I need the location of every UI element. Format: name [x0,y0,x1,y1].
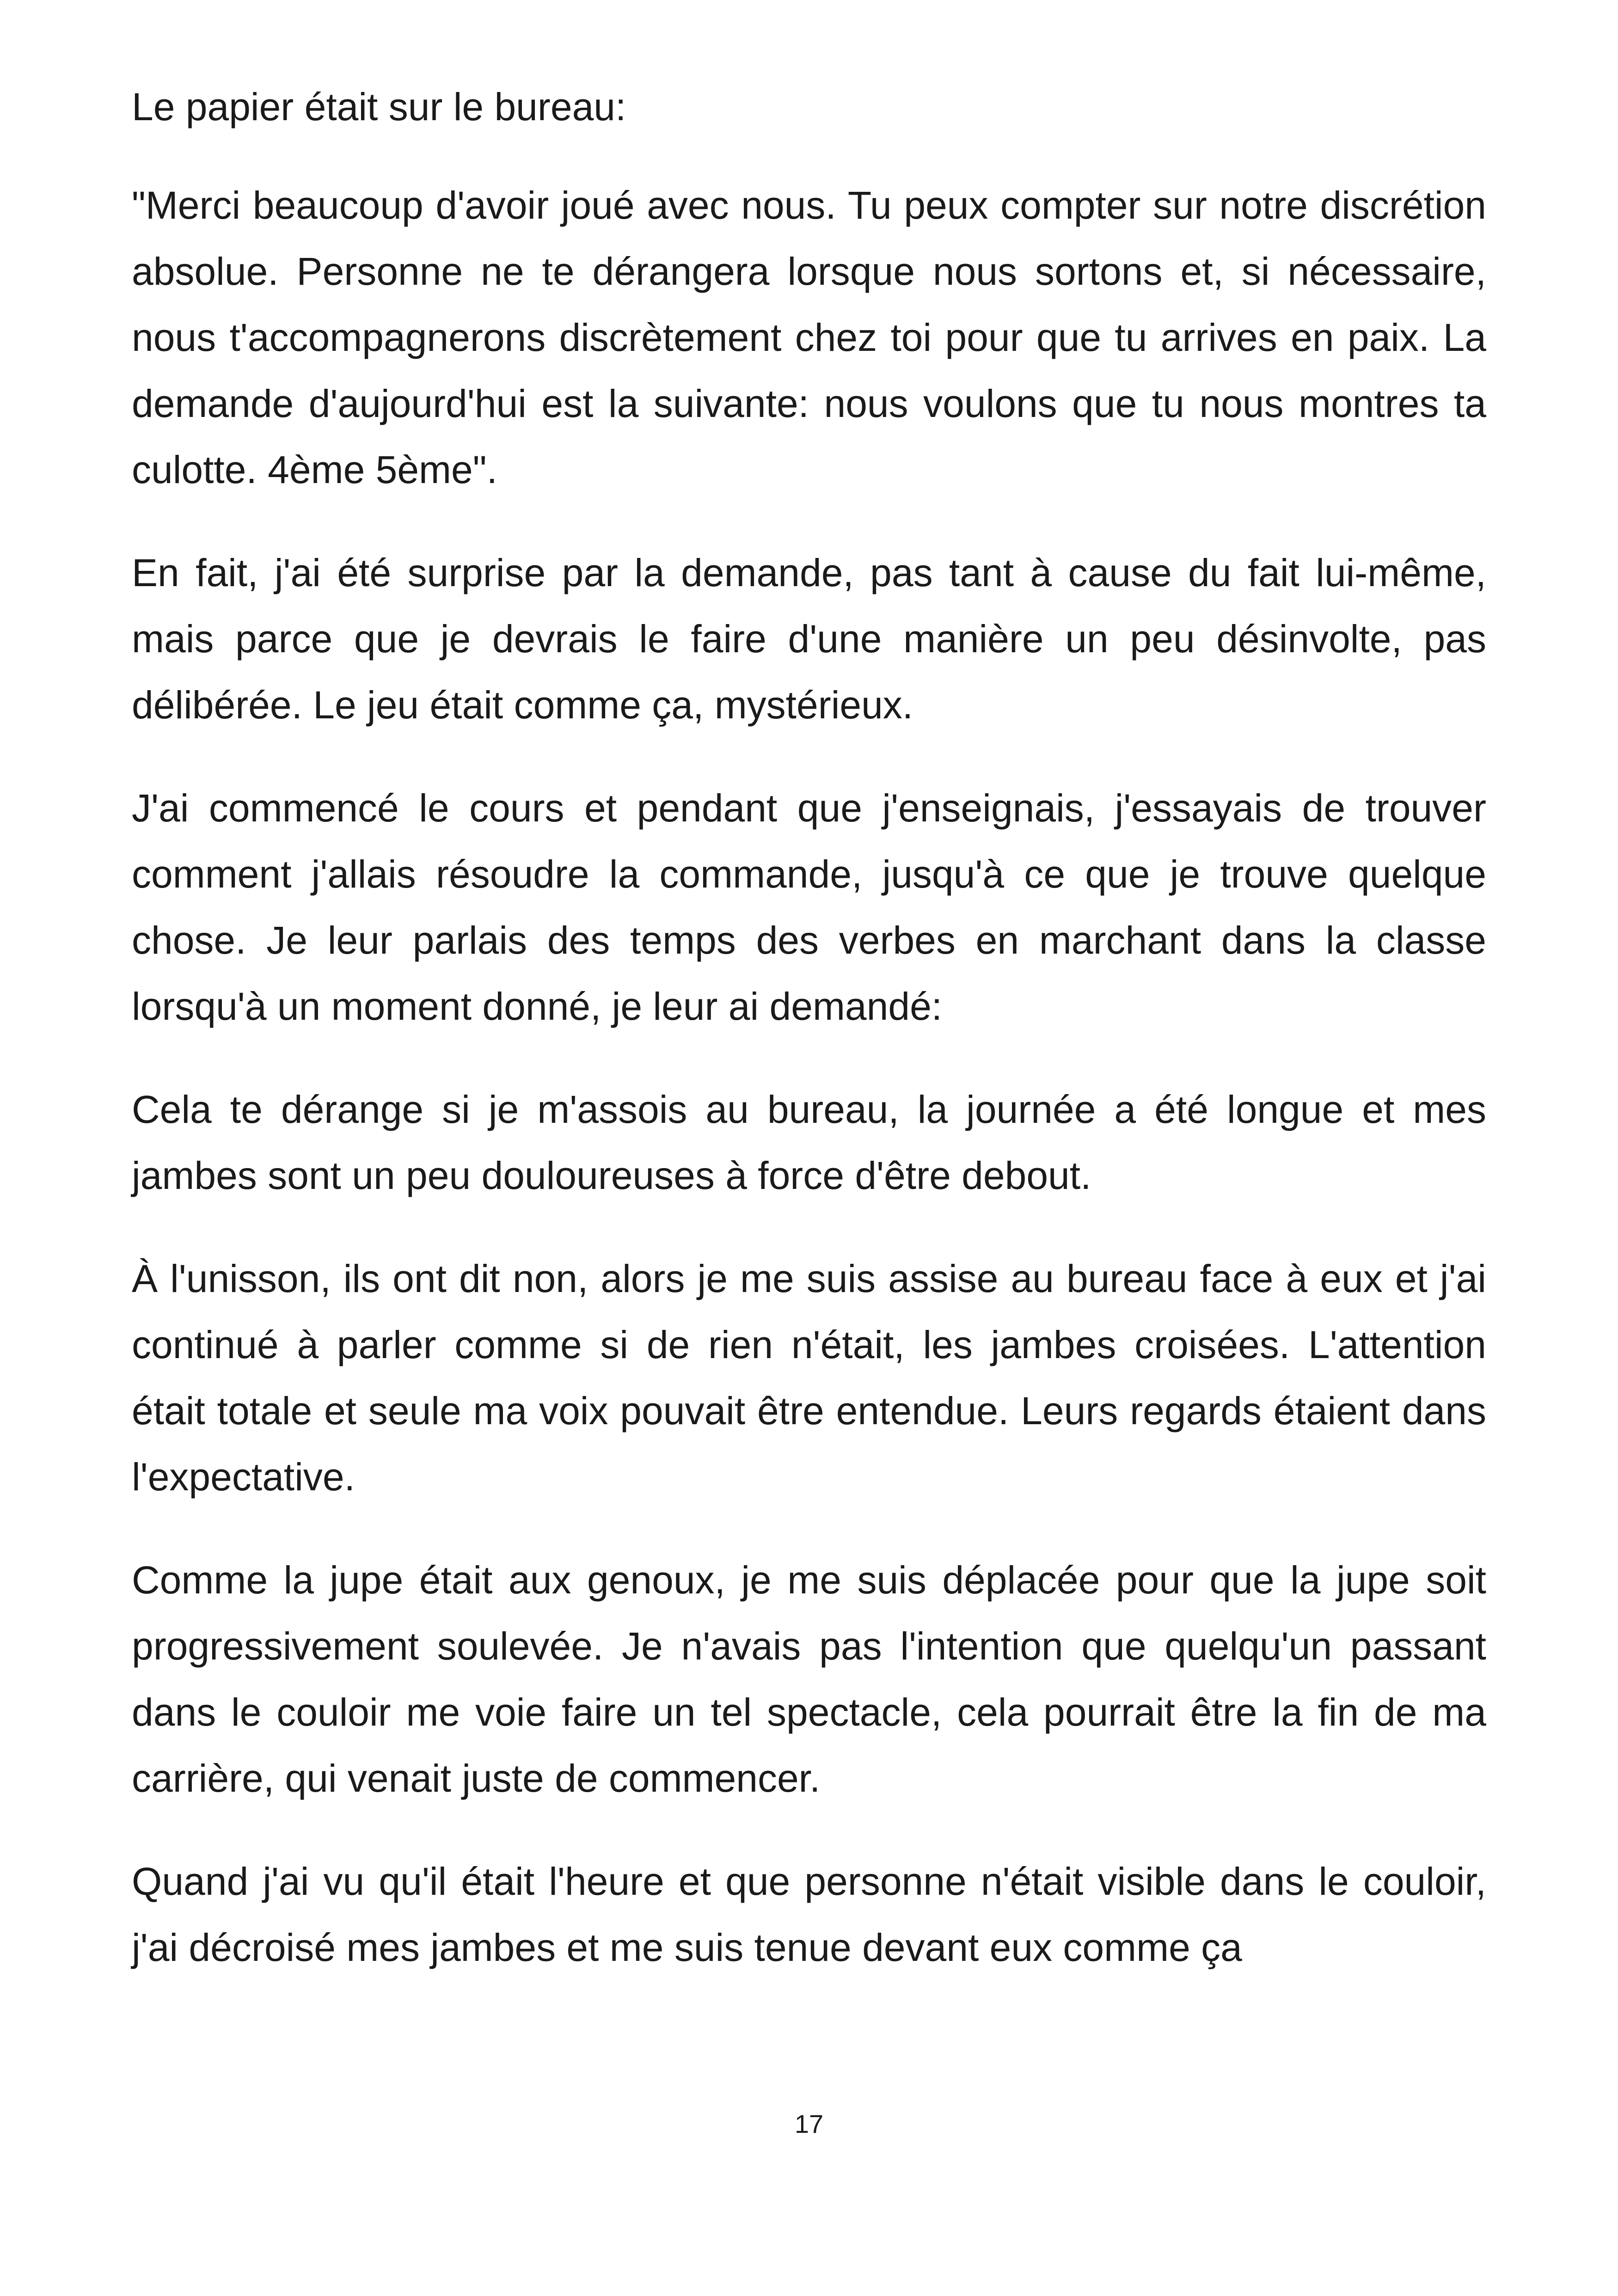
paragraph-8: Quand j'ai vu qu'il était l'heure et que personne n'était visible dans le couloir, j'ai décroisé mes jambes et me suis tenue devant eux comme ça [132,1860,1486,1969]
paragraph-1: Le papier était sur le bureau: [132,85,626,129]
paragraph-5: Cela te dérange si je m'assois au bureau, la journée a été longue et mes jambes sont un peu douloureuses à force d'être debout. [132,1088,1486,1197]
paragraph-6: À l'unisson, ils ont dit non, alors je me suis assise au bureau face à eux et j'ai continué à parler comme si de rien n'était, les jambes croisées. L'attention était totale et seule ma voix pouvait être entendue. Leurs regards étaient dans l'expectative. [132,1257,1486,1499]
paragraph-7: Comme la jupe était aux genoux, je me suis déplacée pour que la jupe soit progressivement soulevée. Je n'avais pas l'intention que quelqu'un passant dans le couloir me voie faire un tel spectacle, cela pourrait être la fin de ma carrière, qui venait juste de commencer. [132,1558,1486,1800]
paragraph-4: J'ai commencé le cours et pendant que j'enseignais, j'essayais de trouver comment j'allais résoudre la commande, jusqu'à ce que je trouve quelque chose. Je leur parlais des temps des verbes en marchant dans la classe lorsqu'à un moment donné, je leur ai demandé: [132,786,1486,1028]
page-number: 17 [794,2109,824,2138]
paragraph-2: "Merci beaucoup d'avoir joué avec nous. Tu peux compter sur notre discrétion absolue. Personne ne te dérangera lorsque nous sortons et, si nécessaire, nous t'accompagnerons discrètement chez toi pour que tu arrives en paix. La demande d'aujourd'hui est la suivante: nous voulons que tu nous montres ta culotte. 4ème 5ème". [132,184,1486,491]
page-body [132,74,1486,2018]
paragraph-3: En fait, j'ai été surprise par la demande, pas tant à cause du fait lui-même, mais parce que je devrais le faire d'une manière un peu désinvolte, pas délibérée. Le jeu était comme ça, mystérieux. [132,551,1486,727]
